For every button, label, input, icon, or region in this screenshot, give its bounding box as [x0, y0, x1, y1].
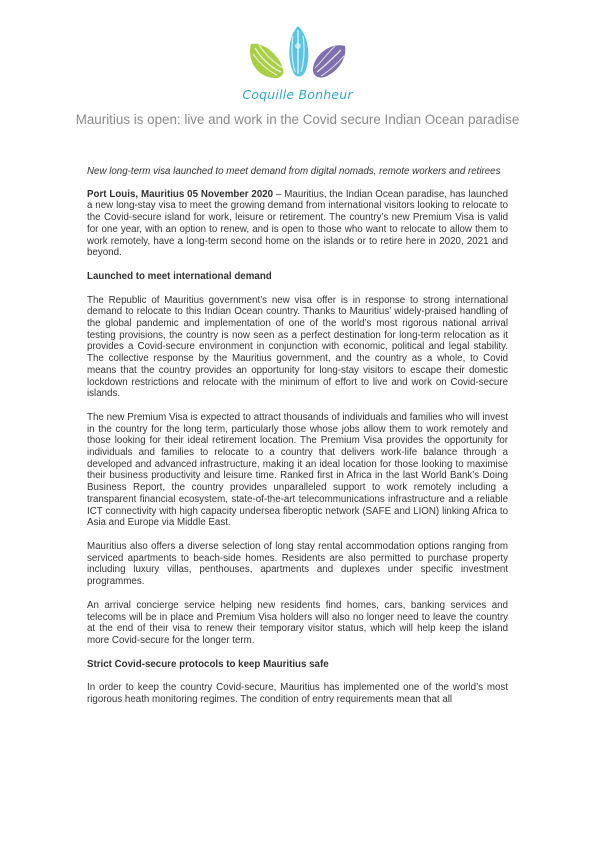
paragraph: In order to keep the country Covid-secure, Mauritius has implemented one of the world’s most rigorous heath monitoring regimes. The condition of entry requirements mean that all	[87, 682, 508, 706]
paragraph: Mauritius also offers a diverse selection of long stay rental accommodation options ranging from serviced apartments to beach-side homes. Residents are also permitted to purchase property including luxury villas, penthouses, apartments and duplexes under specific investment programmes.	[87, 540, 508, 588]
intro-text: – Mauritius, the Indian Ocean paradise, has launched a new long-stay visa to meet the growing demand from international visitors looking to relocate to the Covid-secure island for work, leisure or retirement. The country’s new Premium Visa is valid for one year, with an option to renew, and is open to those who want to relocate to allow them to work remotely, have a long-term second home on the islands or to retire here in 2020, 2021 and beyond.	[87, 188, 508, 259]
green-shell-icon	[249, 44, 283, 78]
intro-paragraph	[87, 189, 508, 259]
paragraph: The new Premium Visa is expected to attract thousands of individuals and families who will invest in the country for the long term, particularly those whose jobs allow them to work remotely and those looking for their ideal retirement location. The Premium Visa provides the opportunity for individuals and families to relocate to a country that delivers work-life balance through a developed and advanced infrastructure, making it an ideal location for those looking to maximise their business productivity and leisure time. Ranked first in Africa in the last World Bank’s Doing Business Report, the country provides unparalleled support to work remotely including a transparent financial ecosystem, state-of-the-art telecommunications infrastructure and a reliable ICT connectivity with high capacity undersea fiberoptic network (SAFE and LION) linking Africa to Asia and Europe via Middle East.	[87, 411, 508, 529]
article-body	[87, 166, 508, 706]
purple-shell-icon	[312, 45, 344, 77]
page-title: Mauritius is open: live and work in the Covid secure Indian Ocean paradise	[75, 112, 520, 127]
logo	[0, 24, 595, 102]
paragraph: An arrival concierge service helping new residents find homes, cars, banking services and telecoms will be in place and Premium Visa holders will also no longer need to leave the country at the end of their visa to renew their temporary visitor status, which will help keep the island more Covid-secure for the longer term.	[87, 599, 508, 646]
section-heading-international-demand: Launched to meet international demand	[87, 270, 272, 282]
subtitle: New long-term visa launched to meet demand from digital nomads, remote workers and retirees	[87, 166, 501, 177]
section-heading-covid-protocols: Strict Covid-secure protocols to keep Mauritius safe	[87, 658, 329, 670]
three-seashells-logo-icon	[243, 24, 353, 86]
brand-name: Coquille Bonheur	[242, 87, 353, 102]
blue-shell-icon	[289, 26, 308, 77]
paragraph: The Republic of Mauritius government’s new visa offer is in response to strong international demand to relocate to this Indian Ocean country. Thanks to Mauritius’ widely-praised handling of the global pandemic and implementation of one of the world’s most rigorous national arrival testing provisions, the country is now seen as a perfect destination for long-term relocation as it provides a Covid-secure environment in conjunction with economic, political and legal stability. The collective response by the Mauritius government, and the country as a whole, to Covid means that the country provides an opportunity for long-stay visitors to escape their domestic lockdown restrictions and relocate with the minimum of effort to live and work on Covid-secure islands.	[87, 294, 508, 400]
dateline: Port Louis, Mauritius 05 November 2020	[87, 188, 274, 200]
